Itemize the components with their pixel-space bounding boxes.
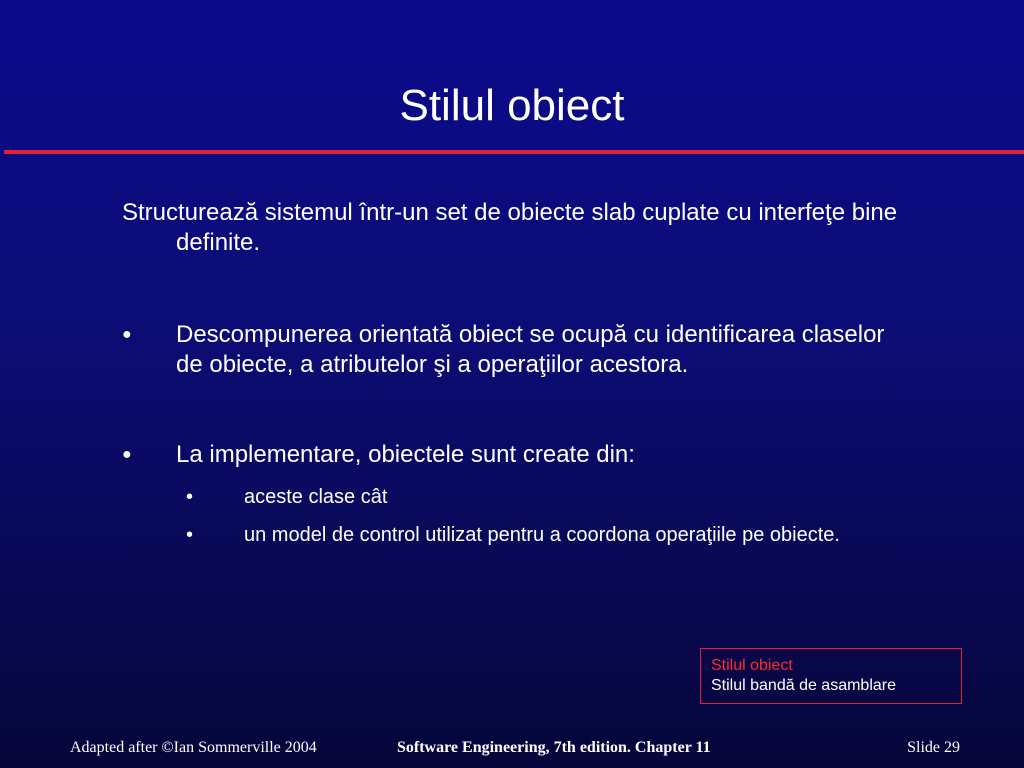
sub-bullet-item bbox=[186, 521, 926, 549]
footer-credit: Adapted after ©Ian Sommerville 2004 bbox=[70, 739, 317, 756]
footer-book-title: Software Engineering, 7th edition. Chapter 11 bbox=[397, 739, 711, 756]
sub-bullet-item bbox=[186, 483, 926, 511]
sub-bullet-marker: • bbox=[186, 486, 194, 508]
bullet-item bbox=[122, 320, 912, 380]
sub-bullet-text: aceste clase cât bbox=[244, 486, 388, 508]
bullet-text: Descompunerea orientată obiect se ocupă cu identificarea claselor de obiecte, a atributelor şi a operaţiilor acestora. bbox=[176, 321, 885, 378]
bullet-marker: ● bbox=[122, 446, 132, 463]
sub-bullet-text: un model de control utilizat pentru a coordona operaţiile pe obiecte. bbox=[244, 524, 840, 546]
slide-title: Stilul obiect bbox=[399, 81, 625, 130]
nav-link-next[interactable]: Stilul bandă de asamblare bbox=[711, 677, 897, 694]
bullet-item bbox=[122, 440, 912, 470]
nav-link-current[interactable]: Stilul obiect bbox=[711, 657, 793, 674]
sub-bullet-marker: • bbox=[186, 524, 194, 546]
bullet-marker: ● bbox=[122, 326, 132, 343]
footer-slide-number: Slide 29 bbox=[907, 739, 960, 756]
intro-paragraph: Structurează sistemul într-un set de obiecte slab cuplate cu interfeţe bine definite. bbox=[122, 199, 898, 256]
bullet-text: La implementare, obiectele sunt create din: bbox=[176, 441, 635, 468]
title-divider bbox=[4, 150, 1024, 154]
slide-nav-box bbox=[700, 648, 962, 704]
